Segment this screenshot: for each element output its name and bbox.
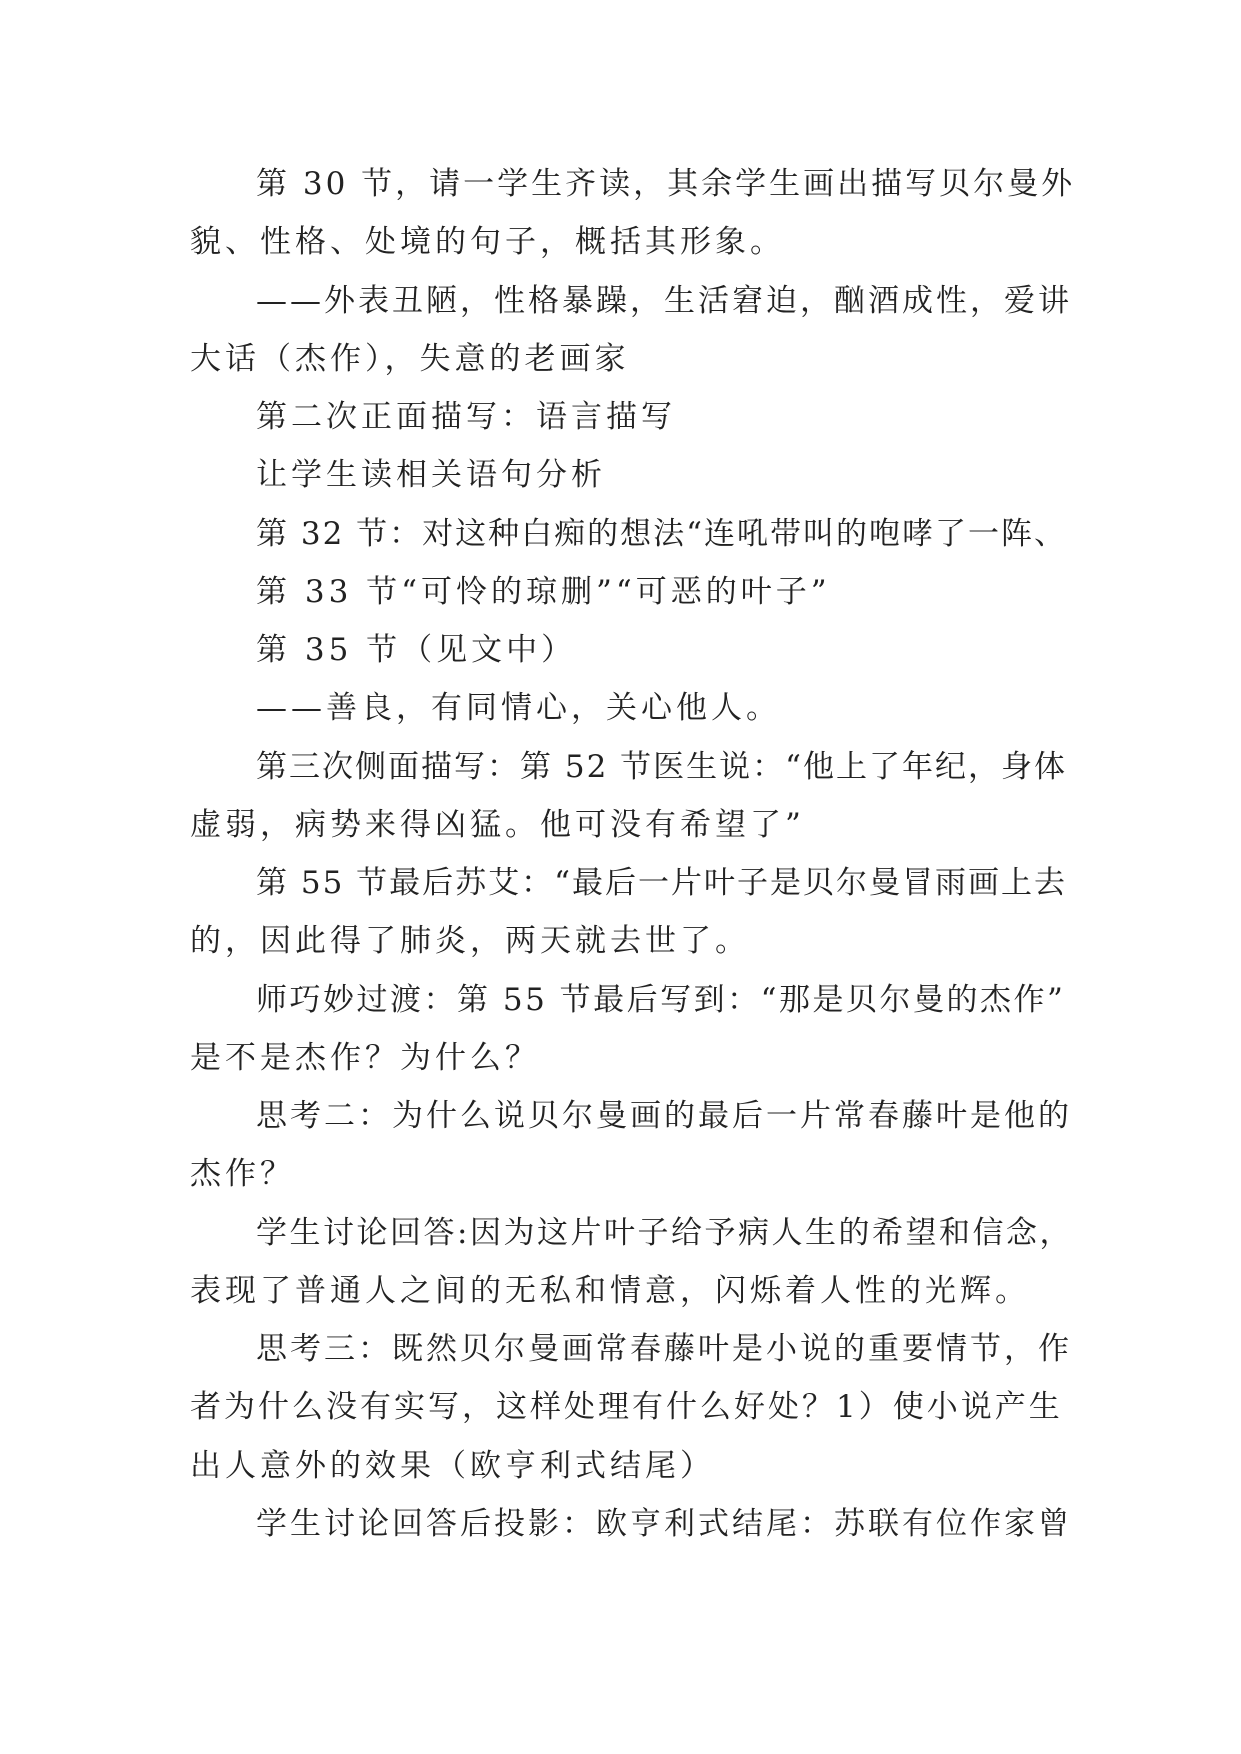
text-line: 让学生读相关语句分析 xyxy=(256,457,606,493)
text-line: 大话（杰作），失意的老画家 xyxy=(190,341,630,377)
text-line: 师巧妙过渡：第 55 节最后写到：“那是贝尔曼的杰作” xyxy=(256,982,1066,1018)
text-line: 者为什么没有实写，这样处理有什么好处？1）使小说产生 xyxy=(190,1389,1063,1425)
text-line: 第二次正面描写：语言描写 xyxy=(256,399,676,435)
text-line: ——外表丑陋，性格暴躁，生活窘迫，酗酒成性，爱讲 xyxy=(256,283,1072,319)
text-line: 是不是杰作？为什么？ xyxy=(190,1040,540,1076)
text-line: 第 35 节（见文中） xyxy=(256,632,577,668)
text-line: 学生讨论回答后投影：欧亨利式结尾：苏联有位作家曾 xyxy=(256,1506,1072,1542)
text-line: 第 30 节，请一学生齐读，其余学生画出描写贝尔曼外 xyxy=(256,166,1076,202)
text-line: ——善良，有同情心，关心他人。 xyxy=(256,690,781,726)
text-line: 第三次侧面描写：第 52 节医生说：“他上了年纪，身体 xyxy=(256,749,1068,785)
text-line: 杰作？ xyxy=(190,1156,295,1192)
text-line: 思考二：为什么说贝尔曼画的最后一片常春藤叶是他的 xyxy=(256,1098,1072,1134)
text-line: 表现了普通人之间的无私和情意，闪烁着人性的光辉。 xyxy=(190,1273,1030,1309)
text-line: 出人意外的效果（欧亨利式结尾） xyxy=(190,1448,715,1484)
text-line: 思考三：既然贝尔曼画常春藤叶是小说的重要情节，作 xyxy=(256,1331,1072,1367)
text-line: 第 33 节“可怜的琼删”“可恶的叶子” xyxy=(256,574,831,610)
text-line: 第 55 节最后苏艾：“最后一片叶子是贝尔曼冒雨画上去 xyxy=(256,865,1068,901)
text-line: 貌、性格、处境的句子，概括其形象。 xyxy=(190,224,785,260)
text-line: 虚弱，病势来得凶猛。他可没有希望了” xyxy=(190,807,805,843)
text-line: 第 32 节：对这种白痴的想法“连吼带叫的咆哮了一阵、 xyxy=(256,516,1068,552)
text-line: 的，因此得了肺炎，两天就去世了。 xyxy=(190,923,750,959)
text-line: 学生讨论回答:因为这片叶子给予病人生的希望和信念， xyxy=(256,1215,1073,1251)
